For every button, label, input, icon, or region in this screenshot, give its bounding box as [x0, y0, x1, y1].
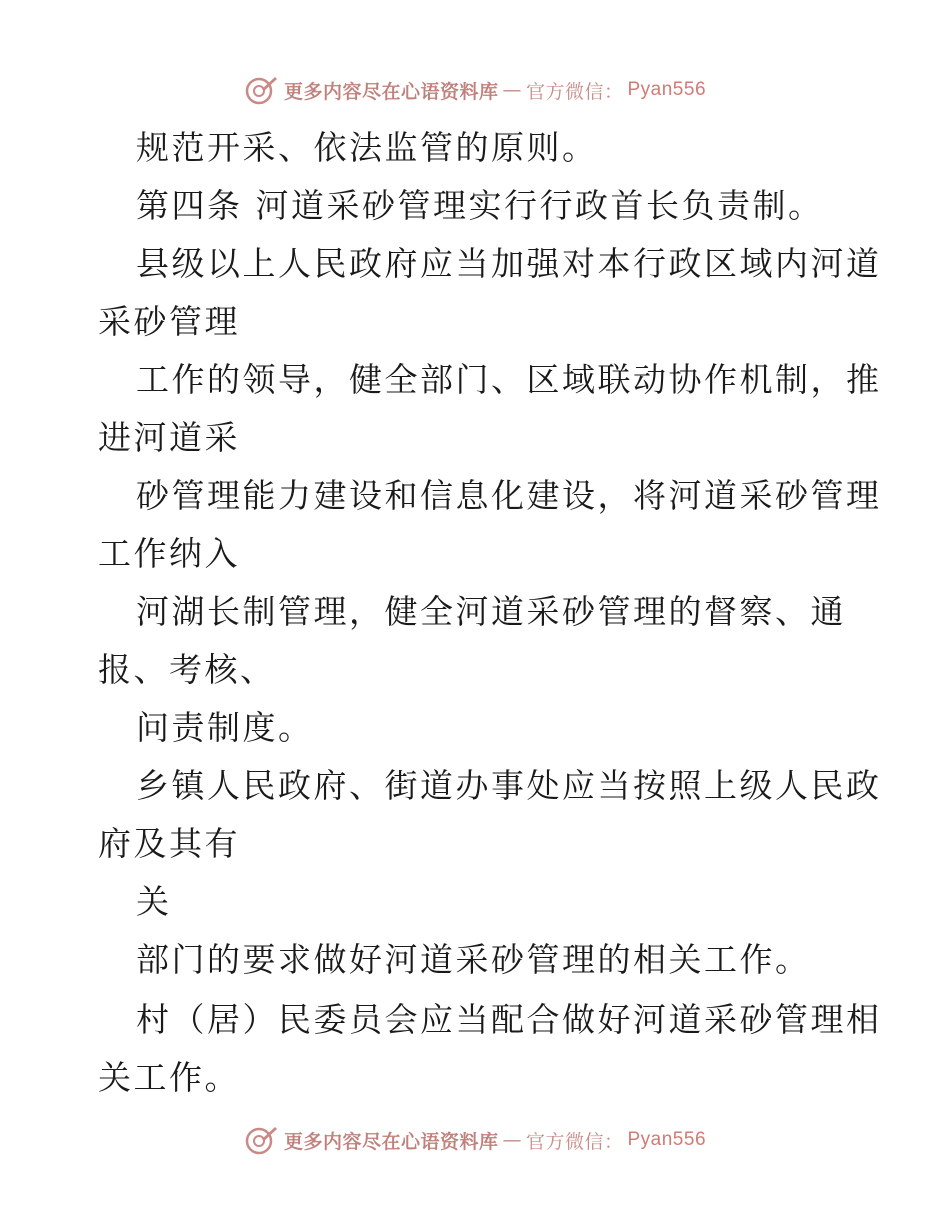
text-line: 关 [136, 882, 172, 921]
text-line: 工作的领导，健全部门、区域联动协作机制，推 [136, 360, 882, 399]
text-line: 村（居）民委员会应当配合做好河道采砂管理相 [136, 1000, 882, 1039]
footer-watermark [0, 1122, 950, 1158]
watermark-brand: 更多内容尽在心语资料库 [283, 1130, 499, 1153]
watermark-dash: — [502, 1129, 522, 1151]
text-line: 县级以上人民政府应当加强对本行政区域内河道 [136, 244, 882, 283]
text-line: 问责制度。 [136, 708, 314, 747]
text-line: 报、考核、 [98, 650, 276, 689]
text-line: 进河道采 [98, 418, 240, 457]
text-line: 采砂管理 [98, 302, 240, 341]
pen-circle-icon [244, 73, 278, 107]
text-line: 砂管理能力建设和信息化建设，将河道采砂管理 [136, 476, 882, 515]
header-watermark [0, 72, 950, 108]
text-line: 部门的要求做好河道采砂管理的相关工作。 [136, 940, 811, 979]
watermark-brand: 更多内容尽在心语资料库 [283, 80, 499, 103]
text-line: 关工作。 [98, 1058, 240, 1097]
text-line: 工作纳入 [98, 534, 240, 573]
text-line: 府及其有 [98, 824, 240, 863]
text-line: 规范开采、依法监管的原则。 [136, 128, 598, 167]
text-line: 河湖长制管理，健全河道采砂管理的督察、通 [136, 592, 846, 631]
watermark-wechat-label: 官方微信： [525, 80, 624, 103]
watermark-wechat-id: Pyan556 [627, 1129, 707, 1150]
text-line: 第四条 河道采砂管理实行行政首长负责制。 [136, 186, 824, 225]
watermark-wechat-id: Pyan556 [627, 79, 707, 100]
text-line: 乡镇人民政府、街道办事处应当按照上级人民政 [136, 766, 882, 805]
watermark-wechat-label: 官方微信： [525, 1130, 624, 1153]
watermark-dash: — [502, 79, 522, 101]
pen-circle-icon [244, 1123, 278, 1157]
